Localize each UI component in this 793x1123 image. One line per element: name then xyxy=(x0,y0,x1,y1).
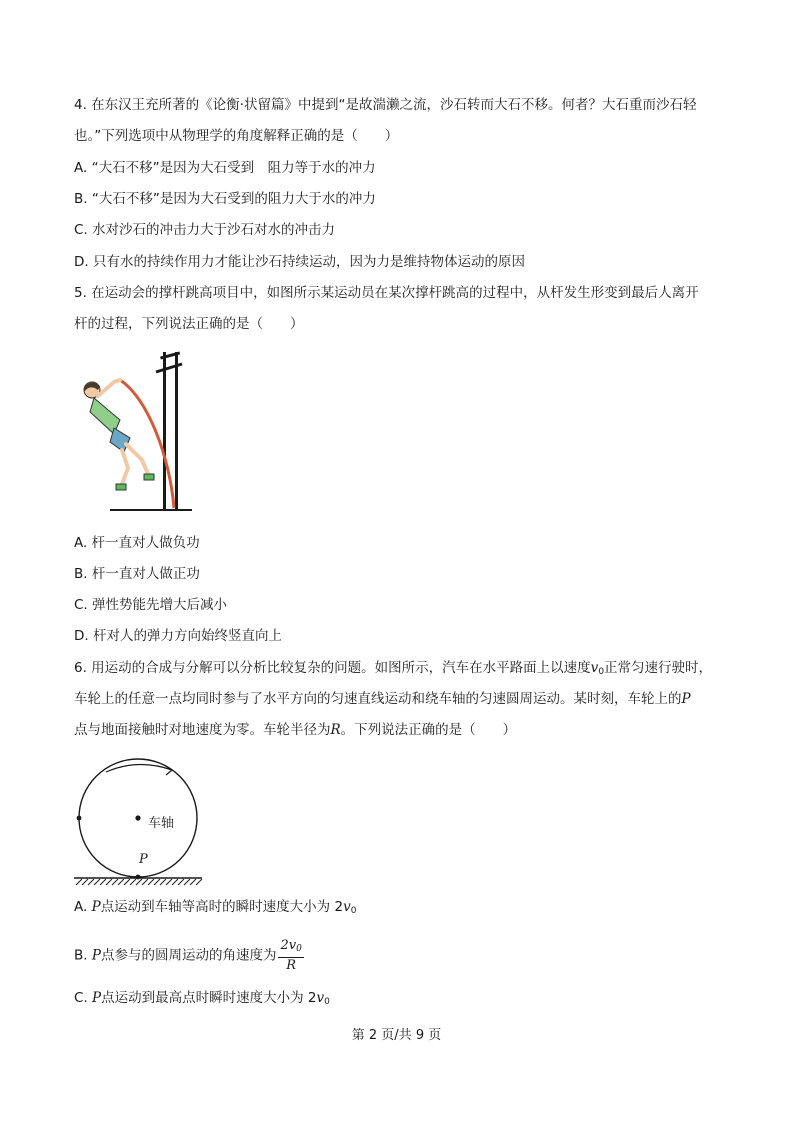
q6-option-c: C. P点运动到最高点时瞬时速度大小为 $2v_0$ xyxy=(74,990,330,1007)
q4-option-d: D. 只有水的持续作用力才能让沙石持续运动，因为力是维持物体运动的原因 xyxy=(74,254,525,270)
q5-stem-line2: 杆的过程，下列说法正确的是（ ） xyxy=(74,316,304,332)
page-footer: 第 2 页/共 9 页 xyxy=(351,1028,442,1043)
q5-option-b: B. 杆一直对人做正功 xyxy=(74,566,200,582)
q4-option-b: B. “大石不移”是因为大石受到的阻力大于水的冲力 xyxy=(74,191,376,207)
axle-label: 车轴 xyxy=(148,815,175,830)
q5-option-d: D. 杆对人的弹力方向始终竖直向上 xyxy=(74,628,282,644)
q6-stem-line3: 点与地面接触时对地速度为零。车轮半径为R。下列说法正确的是（ ） xyxy=(74,722,517,738)
axle-point xyxy=(135,815,140,820)
q4-stem-line2: 也。”下列选项中从物理学的角度解释正确的是（ ） xyxy=(74,128,399,144)
q5-stem-line1: 5. 在运动会的撑杆跳高项目中，如图所示某运动员在某次撑杆跳高的过程中，从杆发生形变到最后人离开 xyxy=(74,285,699,301)
q6-option-a: A. P点运动到车轴等高时的瞬时速度大小为 $2v_0$ xyxy=(74,899,357,916)
q4-option-c: C. 水对沙石的冲击力大于沙石对水的冲击力 xyxy=(74,222,336,238)
q4-option-a: A. “大石不移”是因为大石受到 阻力等于水的冲力 xyxy=(74,160,376,176)
q6-option-b: B. P点参与的圆周运动的角速度为 $\frac{2v_0}{R}$ xyxy=(74,938,302,973)
q6-stem-line2: 车轮上的任意一点均同时参与了水平方向的匀速直线运动和绕车轴的匀速圆周运动。某时刻，车轮上的P xyxy=(74,691,691,707)
q5-option-a: A. 杆一直对人做负功 xyxy=(74,535,200,551)
q4-stem-line1: 4. 在东汉王充所著的《论衡·状留篇》中提到“是故湍濑之流，沙石转而大石不移。何者？大石重而沙石轻 xyxy=(74,97,697,113)
q5-option-c: C. 弹性势能先增大后减小 xyxy=(74,597,228,613)
pole-vault-figure xyxy=(70,348,200,514)
angular-velocity-fraction: $\frac{2v_0}{R}$ xyxy=(280,938,302,973)
wheel-figure xyxy=(70,752,206,888)
point-p-label: P xyxy=(139,852,148,867)
q6-stem-line1: 6. 用运动的合成与分解可以分析比较复杂的问题。如图所示，汽车在水平路面上以速度$v_0$正常匀速行驶时， xyxy=(74,660,713,677)
